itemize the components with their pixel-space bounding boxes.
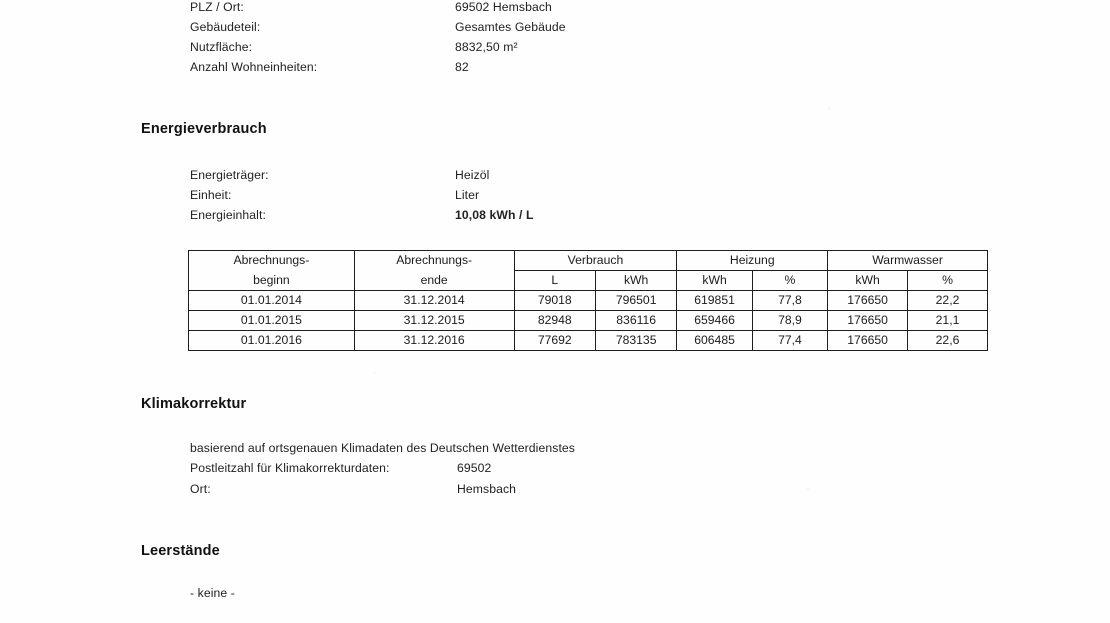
building-info-label-nutzflaeche: Nutzfläche: xyxy=(190,40,253,54)
cell-verbrauch-kwh: 783135 xyxy=(595,331,676,351)
section-heading-klimakorrektur: Klimakorrektur xyxy=(141,396,247,412)
building-info-value-plz-ort: 69502 Hemsbach xyxy=(455,0,552,14)
consumption-table-head xyxy=(189,251,988,291)
table-row xyxy=(189,291,988,311)
cell-verbrauch-l: 77692 xyxy=(514,331,595,351)
energy-label-energietraeger: Energieträger: xyxy=(190,168,269,182)
energy-value-einheit: Liter xyxy=(455,188,480,202)
climate-correction-note: basierend auf ortsgenauen Klimadaten des Deutschen Wetterdienstes xyxy=(190,441,576,455)
vacancies-value: - keine - xyxy=(190,586,235,600)
cell-ende: 31.12.2014 xyxy=(354,291,514,311)
cell-warmwasser-kwh: 176650 xyxy=(828,291,908,311)
header-heizung-kwh: kWh xyxy=(677,271,752,291)
building-info-value-nutzflaeche: 8832,50 m² xyxy=(455,40,518,54)
climate-label-ort: Ort: xyxy=(190,482,211,496)
header-heizung-prozent: % xyxy=(752,271,827,291)
header-group-heizung: Heizung xyxy=(677,251,828,271)
header-warmwasser-prozent: % xyxy=(908,271,988,291)
table-row xyxy=(189,311,988,331)
scan-speck xyxy=(828,107,831,110)
cell-heizung-pct: 77,4 xyxy=(752,331,827,351)
cell-verbrauch-l: 79018 xyxy=(514,291,595,311)
cell-verbrauch-kwh: 836116 xyxy=(595,311,676,331)
header-abrechnungsende-line2: ende xyxy=(354,271,514,291)
scan-speck xyxy=(806,487,810,491)
cell-warmwasser-kwh: 176650 xyxy=(828,331,908,351)
consumption-table-body xyxy=(189,291,988,351)
scan-speck xyxy=(374,372,377,374)
cell-heizung-kwh: 659466 xyxy=(677,311,752,331)
header-verbrauch-kwh: kWh xyxy=(595,271,676,291)
table-header-row-sub xyxy=(189,271,988,291)
energy-label-energieinhalt: Energieinhalt: xyxy=(190,208,266,222)
header-verbrauch-liter: L xyxy=(514,271,595,291)
cell-heizung-kwh: 619851 xyxy=(677,291,752,311)
cell-beginn: 01.01.2015 xyxy=(189,311,355,331)
building-info-label-wohneinheiten: Anzahl Wohneinheiten: xyxy=(190,60,318,74)
table-header-row-group xyxy=(189,251,988,271)
consumption-table xyxy=(188,250,988,351)
cell-warmwasser-pct: 22,2 xyxy=(908,291,988,311)
cell-beginn: 01.01.2016 xyxy=(189,331,355,351)
cell-warmwasser-kwh: 176650 xyxy=(828,311,908,331)
building-info-value-gebaeudeteil: Gesamtes Gebäude xyxy=(455,20,566,34)
header-group-verbrauch: Verbrauch xyxy=(514,251,677,271)
cell-heizung-pct: 77,8 xyxy=(752,291,827,311)
header-group-warmwasser: Warmwasser xyxy=(828,251,988,271)
climate-value-ort: Hemsbach xyxy=(457,482,517,496)
cell-ende: 31.12.2016 xyxy=(354,331,514,351)
building-info-label-plz-ort: PLZ / Ort: xyxy=(190,0,244,14)
table-row xyxy=(189,331,988,351)
building-info-label-gebaeudeteil: Gebäudeteil: xyxy=(190,20,261,34)
energy-value-energieinhalt: 10,08 kWh / L xyxy=(455,208,534,222)
climate-label-postleitzahl: Postleitzahl für Klimakorrekturdaten: xyxy=(190,461,390,475)
section-heading-leerstaende: Leerstände xyxy=(141,543,220,559)
cell-warmwasser-pct: 21,1 xyxy=(908,311,988,331)
cell-ende: 31.12.2015 xyxy=(354,311,514,331)
header-abrechnungsende-line1: Abrechnungs- xyxy=(354,251,514,271)
energy-value-energietraeger: Heizöl xyxy=(455,168,490,182)
building-info-value-wohneinheiten: 82 xyxy=(455,60,469,74)
cell-beginn: 01.01.2014 xyxy=(189,291,355,311)
cell-verbrauch-l: 82948 xyxy=(514,311,595,331)
cell-warmwasser-pct: 22,6 xyxy=(908,331,988,351)
cell-heizung-kwh: 606485 xyxy=(677,331,752,351)
climate-value-postleitzahl: 69502 xyxy=(457,461,492,475)
header-abrechnungsbeginn-line1: Abrechnungs- xyxy=(189,251,355,271)
energy-label-einheit: Einheit: xyxy=(190,188,232,202)
cell-heizung-pct: 78,9 xyxy=(752,311,827,331)
header-warmwasser-kwh: kWh xyxy=(828,271,908,291)
header-abrechnungsbeginn-line2: beginn xyxy=(189,271,355,291)
cell-verbrauch-kwh: 796501 xyxy=(595,291,676,311)
section-heading-energieverbrauch: Energieverbrauch xyxy=(141,121,267,137)
